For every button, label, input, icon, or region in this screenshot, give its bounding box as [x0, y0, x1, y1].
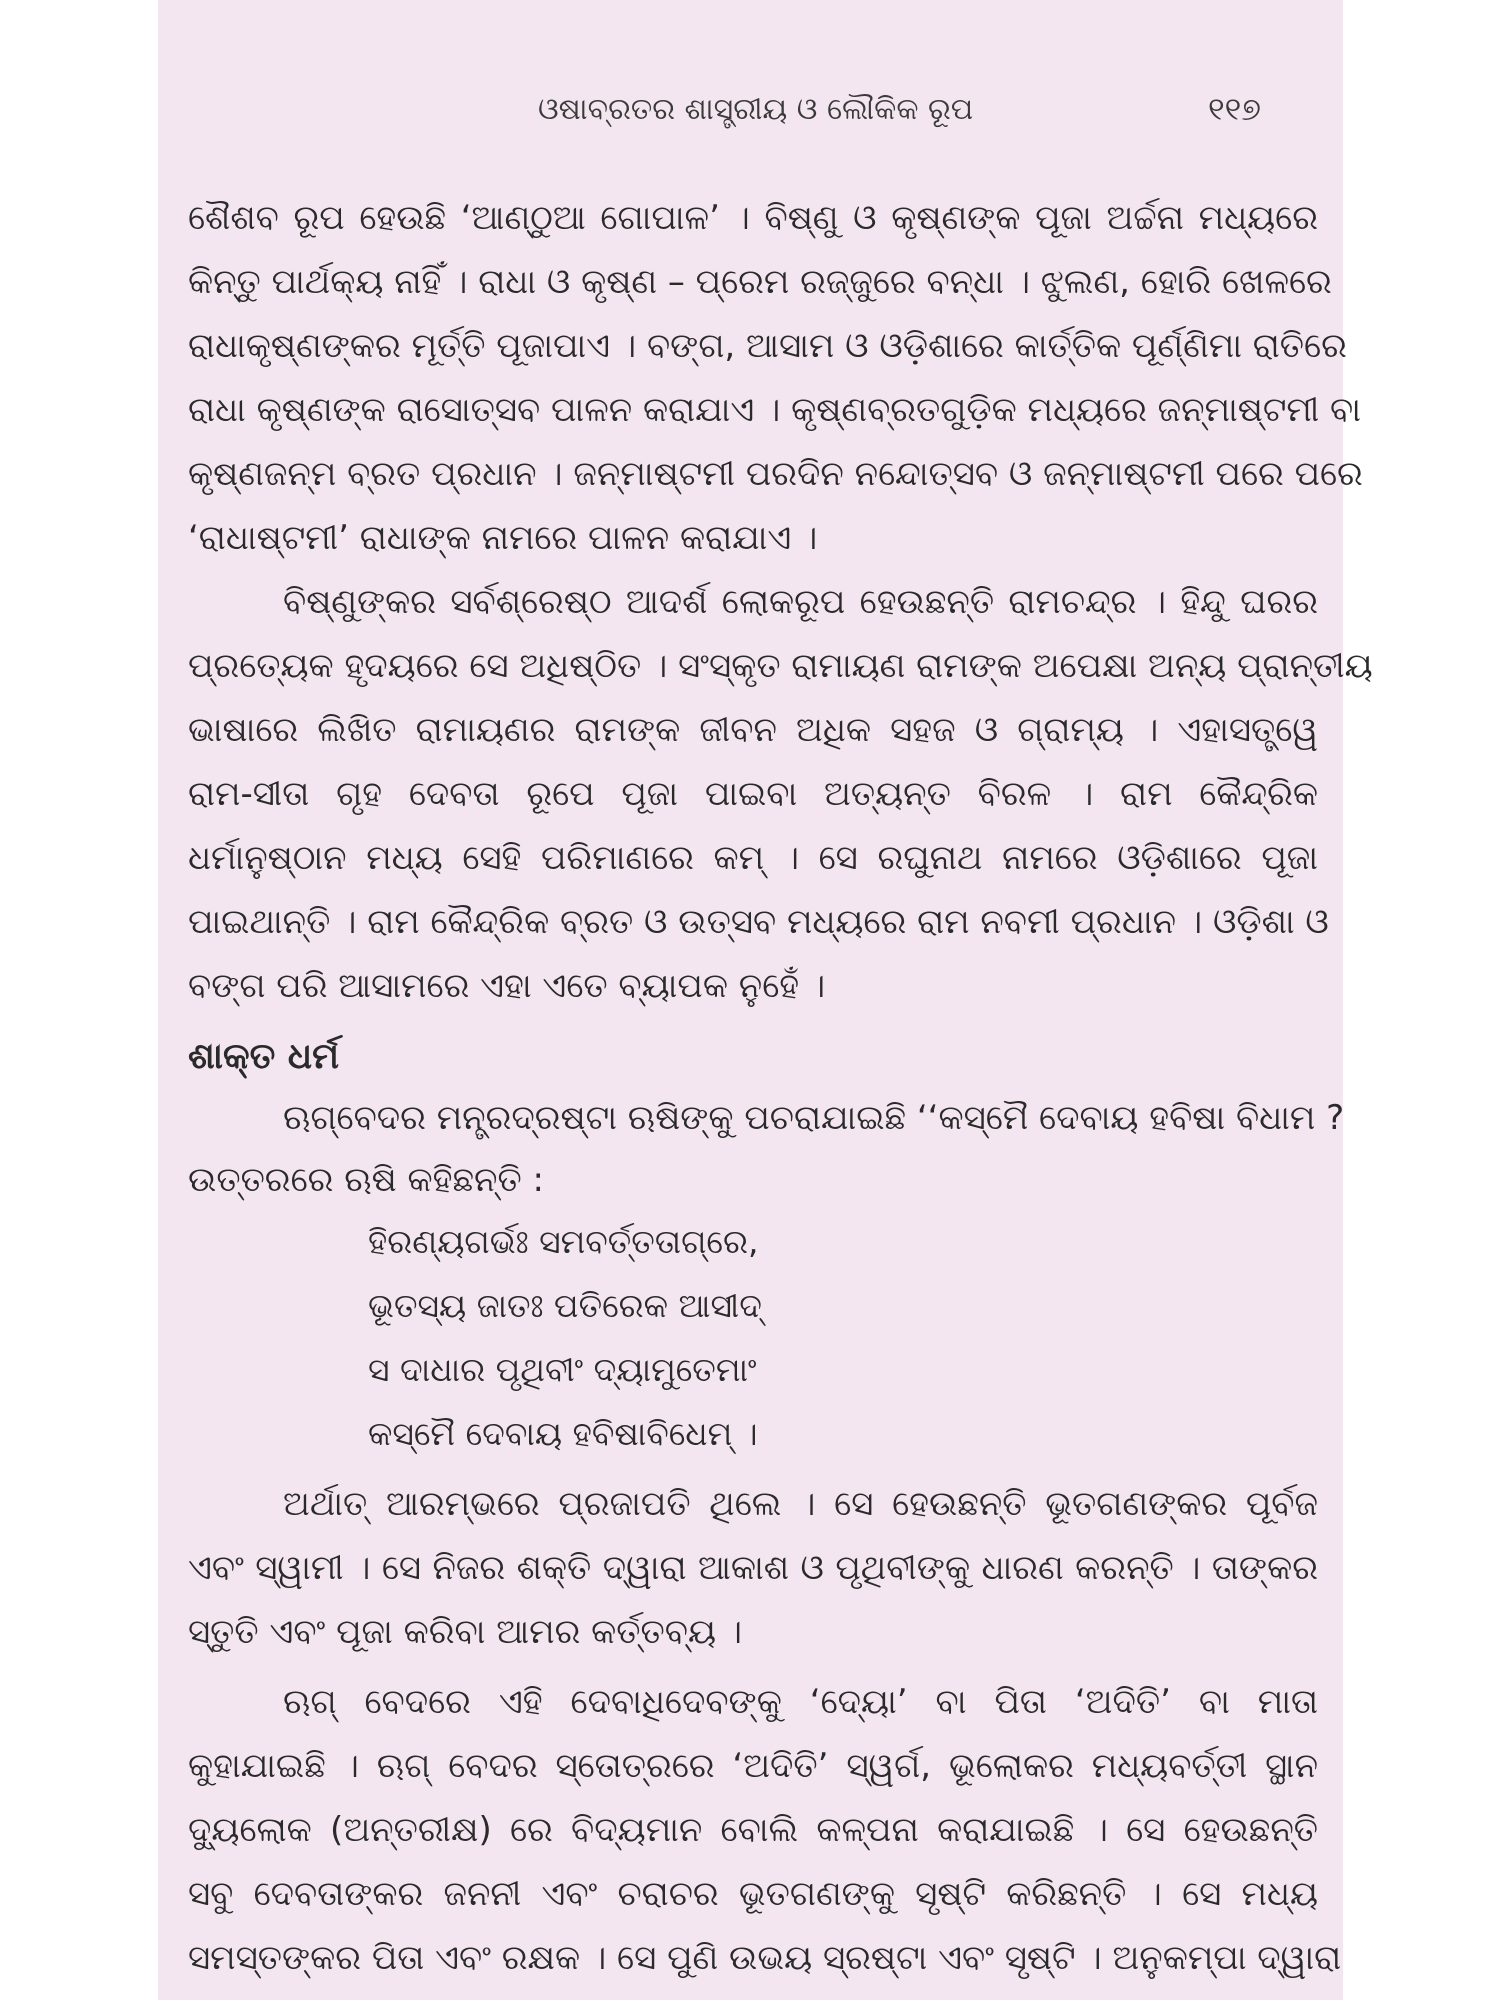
- text-line: ଶୈଶବ ରୂପ ହେଉଛି ‘ଆଣ୍ଠୁଆ ଗୋପାଳ’ । ବିଷ୍ଣୁ ଓ କୃଷ୍ଣଙ୍କ ପୂଜା ଅର୍ଚ୍ଚନା ମଧ୍ୟରେ: [188, 198, 1318, 238]
- verse-line: କସ୍ମୈ ଦେବାୟ ହବିଷାବିଧେମ୍ ।: [368, 1414, 758, 1453]
- text-line: ଦ୍ୟୁଲୋକ (ଅନ୍ତରୀକ୍ଷ) ରେ ବିଦ୍ୟମାନ ବୋଲି କଳ୍ପନା କରାଯାଇଛି । ସେ ହେଉଛନ୍ତି: [188, 1810, 1318, 1850]
- verse-line: ସ ଦାଧାର ପୃଥିବୀଂ ଦ୍ୟାମୁତେମାଂ: [368, 1350, 757, 1389]
- text-line: ସବୁ ଦେବତାଙ୍କର ଜନନୀ ଏବଂ ଚରାଚର ଭୂତଗଣଙ୍କୁ ସୃଷ୍ଟି କରିଛନ୍ତି । ସେ ମଧ୍ୟ: [188, 1874, 1318, 1914]
- text-line: ଏବଂ ସ୍ୱାମୀ । ସେ ନିଜର ଶକ୍ତି ଦ୍ୱାରା ଆକାଶ ଓ ପୃଥିବୀଙ୍କୁ ଧାରଣ କରନ୍ତି । ତାଙ୍କର: [188, 1548, 1318, 1588]
- text-line: ଧର୍ମାନୁଷ୍ଠାନ ମଧ୍ୟ ସେହି ପରିମାଣରେ କମ୍ । ସେ ରଘୁନାଥ ନାମରେ ଓଡ଼ିଶାରେ ପୂଜା: [188, 838, 1318, 878]
- text-line: କିନ୍ତୁ ପାର୍ଥକ୍ୟ ନାହିଁ । ରାଧା ଓ କୃଷ୍ଣ – ପ୍ରେମ ରଜ୍ଜୁରେ ବନ୍ଧା । ଝୁଲଣ, ହୋରି ଖେଳରେ: [188, 262, 1332, 302]
- text-line: ବିଷ୍ଣୁଙ୍କର ସର୍ବଶ୍ରେଷ୍ଠ ଆଦର୍ଶ ଲୋକରୂପ ହେଉଛନ୍ତି ରାମଚନ୍ଦ୍ର । ହିନ୍ଦୁ ଘରର: [283, 582, 1318, 622]
- text-line: ‘ରାଧାଷ୍ଟମୀ’ ରାଧାଙ୍କ ନାମରେ ପାଳନ କରାଯାଏ ।: [188, 518, 818, 558]
- text-line: କୃଷ୍ଣଜନ୍ମ ବ୍ରତ ପ୍ରଧାନ । ଜନ୍ମାଷ୍ଟମୀ ପରଦିନ ନନ୍ଦୋତ୍ସବ ଓ ଜନ୍ମାଷ୍ଟମୀ ପରେ ପରେ: [188, 454, 1363, 494]
- text-line: ରାଧାକୃଷ୍ଣଙ୍କର ମୂର୍ତ୍ତି ପୂଜାପାଏ । ବଙ୍ଗ, ଆସାମ ଓ ଓଡ଼ିଶାରେ କାର୍ତ୍ତିକ ପୂର୍ଣ୍ଣିମା ରାତିରେ: [188, 326, 1347, 366]
- text-line: ଋଗ୍ ବେଦରେ ଏହି ଦେବାଧିଦେବଙ୍କୁ ‘ଦ୍ୟୋ’ ବା ପିତା ‘ଅଦିତି’ ବା ମାତା: [283, 1682, 1318, 1722]
- chapter-title: ଓଷାବ୍ରତର ଶାସ୍ତ୍ରୀୟ ଓ ଲୌକିକ ରୂପ: [538, 92, 974, 127]
- page-number: ୧୧୭: [1208, 90, 1261, 128]
- section-heading: ଶାକ୍ତ ଧର୍ମ: [188, 1036, 340, 1077]
- verse-line: ଭୂତସ୍ୟ ଜାତଃ ପତିରେକ ଆସୀଦ୍: [368, 1286, 762, 1325]
- text-line: ରାଧା କୃଷ୍ଣଙ୍କ ରାସୋତ୍ସବ ପାଳନ କରାଯାଏ । କୃଷ୍ଣବ୍ରତଗୁଡ଼ିକ ମଧ୍ୟରେ ଜନ୍ମାଷ୍ଟମୀ ବା: [188, 390, 1361, 430]
- text-line: କୁହାଯାଇଛି । ଋଗ୍ ବେଦର ସ୍ତୋତ୍ରରେ ‘ଅଦିତି’ ସ୍ୱର୍ଗ, ଭୂଲୋକର ମଧ୍ୟବର୍ତ୍ତୀ ସ୍ଥାନ: [188, 1746, 1318, 1786]
- text-line: ସ୍ତୁତି ଏବଂ ପୂଜା କରିବା ଆମର କର୍ତ୍ତବ୍ୟ ।: [188, 1612, 743, 1652]
- book-page: [158, 0, 1373, 2000]
- text-line: ଭାଷାରେ ଲିଖିତ ରାମାୟଣର ରାମଙ୍କ ଜୀବନ ଅଧିକ ସହଜ ଓ ଗ୍ରାମ୍ୟ । ଏହାସତ୍ତ୍ୱେ: [188, 710, 1318, 750]
- text-line: ସମସ୍ତଙ୍କର ପିତା ଏବଂ ରକ୍ଷକ । ସେ ପୁଣି ଉଭୟ ସ୍ରଷ୍ଟା ଏବଂ ସୃଷ୍ଟି । ଅନୁକମ୍ପା ଦ୍ୱାରା: [188, 1938, 1342, 1978]
- running-header: [158, 92, 1343, 142]
- text-line: ବଙ୍ଗ ପରି ଆସାମରେ ଏହା ଏତେ ବ୍ୟାପକ ନୁହେଁ ।: [188, 966, 826, 1006]
- text-line: ଉତ୍ତରରେ ଋଷି କହିଛନ୍ତି :: [188, 1160, 544, 1200]
- text-line: ରାମ-ସୀତା ଗୃହ ଦେବତା ରୂପେ ପୂଜା ପାଇବା ଅତ୍ୟନ୍ତ ବିରଳ । ରାମ କୈନ୍ଦ୍ରିକ: [188, 774, 1318, 814]
- verse-line: ହିରଣ୍ୟଗର୍ଭଃ ସମବର୍ତ୍ତତାଗ୍ରେ,: [368, 1222, 759, 1261]
- text-line: ପ୍ରତ୍ୟେକ ହୃଦୟରେ ସେ ଅଧିଷ୍ଠିତ । ସଂସ୍କୃତ ରାମାୟଣ ରାମଙ୍କ ଅପେକ୍ଷା ଅନ୍ୟ ପ୍ରାନ୍ତୀୟ: [188, 646, 1373, 686]
- text-line: ଅର୍ଥାତ୍ ଆରମ୍ଭରେ ପ୍ରଜାପତି ଥିଲେ । ସେ ହେଉଛନ୍ତି ଭୂତଗଣଙ୍କର ପୂର୍ବଜ: [283, 1484, 1318, 1524]
- text-line: ପାଇଥାନ୍ତି । ରାମ କୈନ୍ଦ୍ରିକ ବ୍ରତ ଓ ଉତ୍ସବ ମଧ୍ୟରେ ରାମ ନବମୀ ପ୍ରଧାନ । ଓଡ଼ିଶା ଓ: [188, 902, 1329, 942]
- text-line: ଋଗ୍‌ବେଦର ମନ୍ତ୍ରଦ୍ରଷ୍ଟା ଋଷିଙ୍କୁ ପଚରାଯାଇଛି ‘‘କସ୍ମୈ ଦେବାୟ ହବିଷା ବିଧାମ ?: [283, 1098, 1345, 1138]
